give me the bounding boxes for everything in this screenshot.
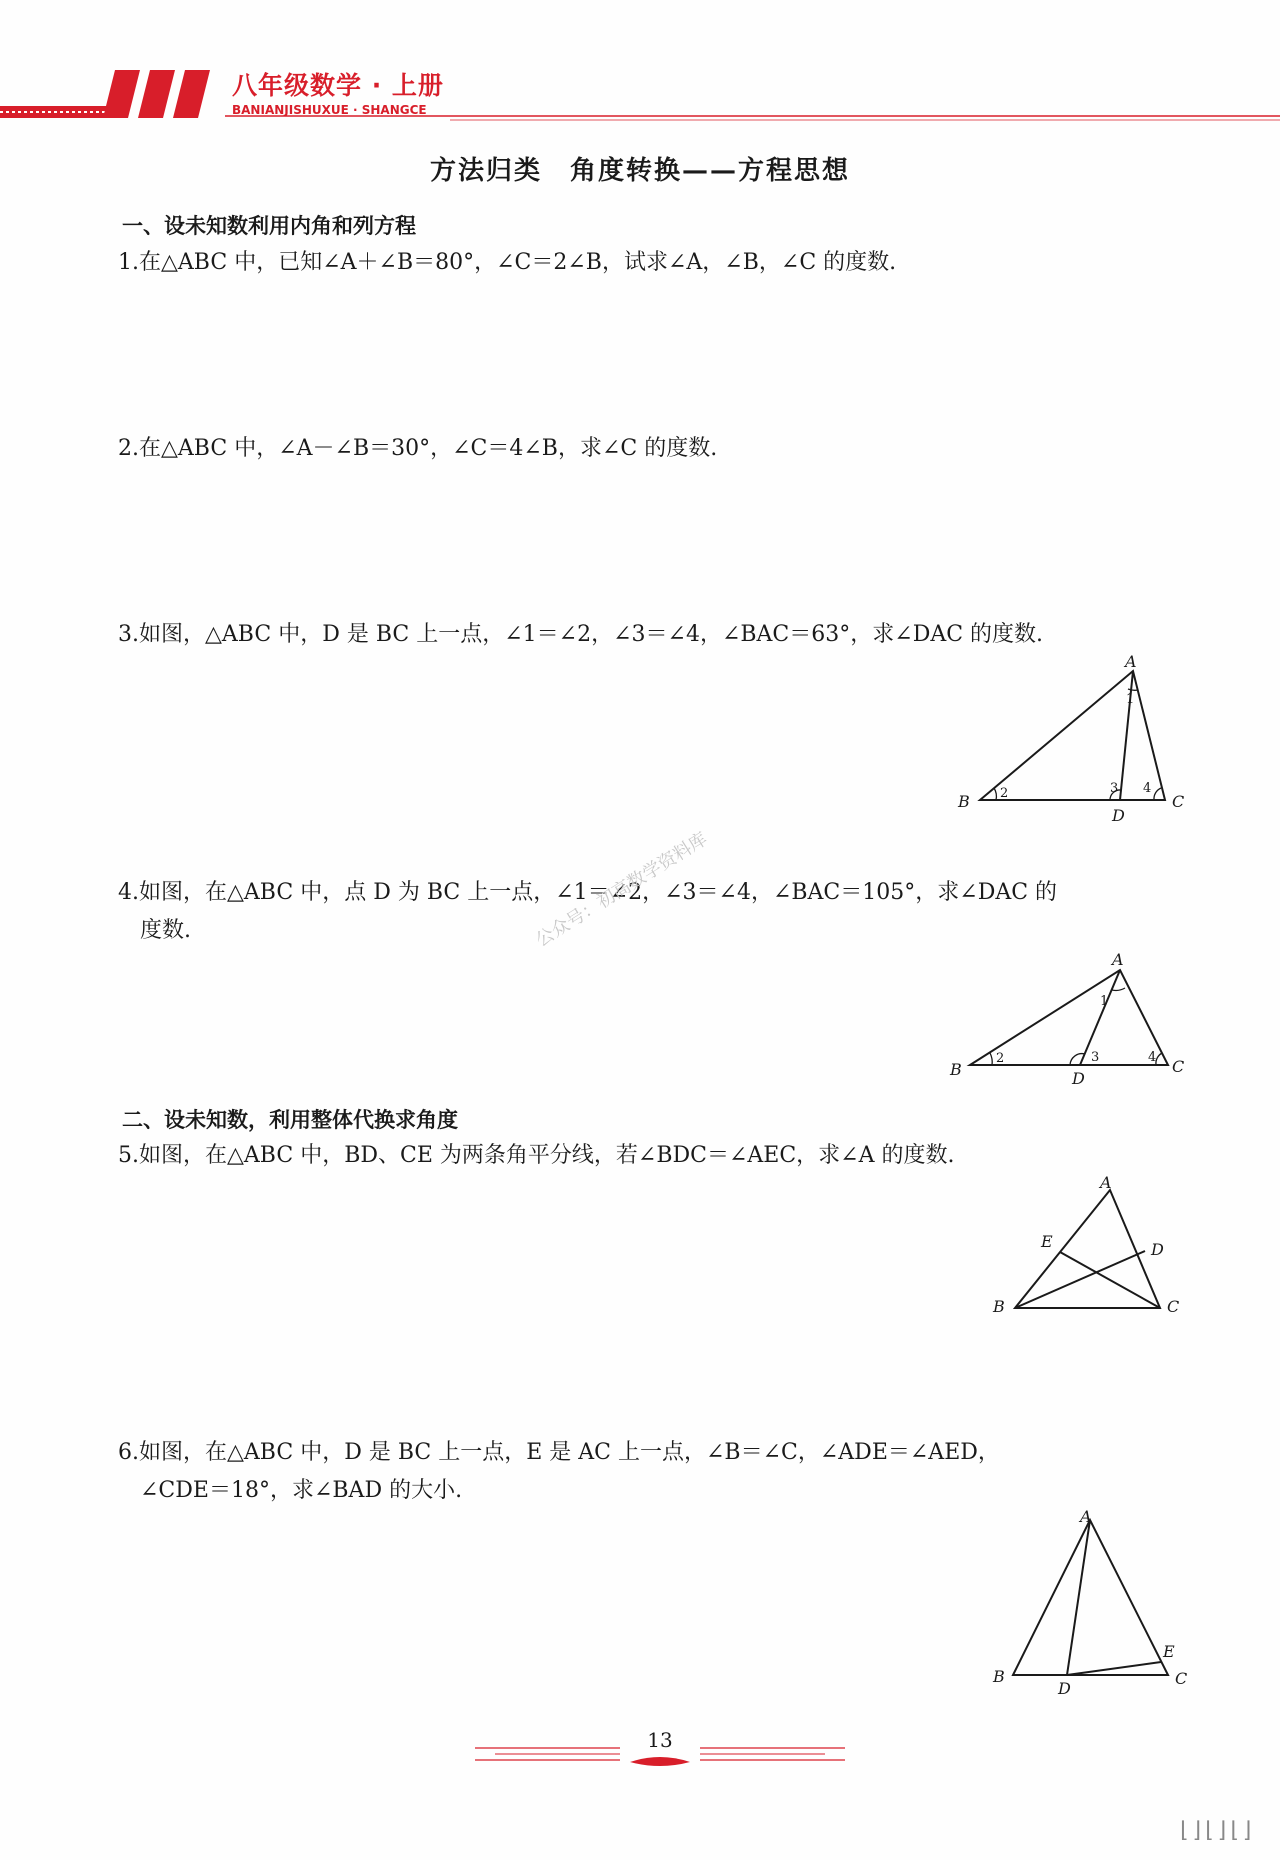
- figure-6: [985, 1505, 1200, 1700]
- bracket-icon: ⌊⌋: [1205, 1818, 1231, 1843]
- problem-6-text-line2: ∠CDE＝18°，求∠BAD 的大小.: [140, 1478, 463, 1503]
- fig3-label-b: B: [958, 792, 970, 811]
- watermark: 公众号：初高数学资料库: [532, 828, 712, 952]
- fig4-arc-1: [1112, 988, 1125, 990]
- fig6-label-b: B: [993, 1667, 1005, 1686]
- fig4-angle-1: 1: [1100, 994, 1109, 1009]
- bracket-icon: ⌊⌋: [1230, 1818, 1256, 1843]
- fig4-label-b: B: [950, 1060, 962, 1079]
- fig5-triangle: [1015, 1190, 1160, 1308]
- fig4-arc-4: [1156, 1053, 1162, 1065]
- fig5-label-d: D: [1151, 1240, 1164, 1259]
- problem-1: [118, 244, 1193, 282]
- fig6-label-a: A: [1080, 1507, 1092, 1526]
- chevron-mark-3: [173, 70, 210, 118]
- fig3-label-d: D: [1112, 806, 1125, 825]
- problem-2: [118, 430, 1193, 468]
- fig4-angle-4: 4: [1148, 1050, 1157, 1065]
- chevron-mark-1: [103, 70, 140, 118]
- fig6-label-c: C: [1175, 1669, 1188, 1688]
- section-heading-2: 二、设未知数，利用整体代换求角度: [122, 1108, 458, 1132]
- corner-marks: [1180, 1818, 1256, 1843]
- fig6-segment-de: [1067, 1662, 1161, 1675]
- fig5-label-e: E: [1041, 1232, 1053, 1251]
- fig4-angle-3: 3: [1091, 1050, 1100, 1065]
- figure-3: [950, 652, 1200, 825]
- fig3-arc-4: [1154, 788, 1161, 800]
- fig4-angle-2: 2: [996, 1051, 1005, 1066]
- fig3-angle-3: 3: [1110, 781, 1119, 796]
- fig3-label-a: A: [1125, 652, 1137, 671]
- problem-3-text: 3.如图，△ABC 中，D 是 BC 上一点，∠1＝∠2，∠3＝∠4，∠BAC＝63°，求∠DAC 的度数.: [118, 622, 1044, 647]
- fig3-label-c: C: [1172, 792, 1185, 811]
- fig6-label-d: D: [1058, 1679, 1071, 1698]
- problem-6: [118, 1434, 1193, 1510]
- header-banner: [0, 60, 1280, 130]
- bracket-icon: ⌊⌋: [1180, 1818, 1206, 1843]
- page-title: 方法归类 角度转换——方程思想: [429, 156, 850, 186]
- figure-4: [950, 950, 1200, 1090]
- problem-4: [118, 874, 1193, 950]
- fig4-label-d: D: [1072, 1069, 1085, 1088]
- problem-5: [118, 1137, 1193, 1175]
- problem-5-text: 5.如图，在△ABC 中，BD、CE 为两条角平分线，若∠BDC＝∠AEC，求∠A 的度数.: [118, 1143, 955, 1168]
- fig5-bisector-ce: [1060, 1252, 1160, 1308]
- page-number: 13: [647, 1728, 673, 1752]
- problem-4-text-line2: 度数.: [140, 918, 191, 943]
- fig5-label-a: A: [1100, 1173, 1112, 1192]
- fig3-angle-4: 4: [1143, 781, 1152, 796]
- header-dash-band: [0, 106, 115, 118]
- problem-1-text: 1.在△ABC 中，已知∠A＋∠B＝80°，∠C＝2∠B，试求∠A，∠B，∠C 的度数.: [118, 250, 897, 275]
- fig4-segment-ad: [1080, 970, 1120, 1065]
- problem-2-text: 2.在△ABC 中，∠A－∠B＝30°，∠C＝4∠B，求∠C 的度数.: [118, 436, 718, 461]
- section-heading-1: 一、设未知数利用内角和列方程: [122, 214, 416, 238]
- problem-3: [118, 616, 1193, 654]
- problem-6-text-line1: 6.如图，在△ABC 中，D 是 BC 上一点，E 是 AC 上一点，∠B＝∠C，∠ADE＝∠AED，: [118, 1440, 1000, 1465]
- fig6-triangle: [1013, 1520, 1168, 1675]
- chevron-mark-2: [138, 70, 175, 118]
- problem-4-text-line1: 4.如图，在△ABC 中，点 D 为 BC 上一点，∠1＝∠2，∠3＝∠4，∠BAC＝105°，求∠DAC 的: [118, 880, 1058, 905]
- fig4-label-c: C: [1172, 1057, 1185, 1076]
- fig4-arc-2: [990, 1053, 992, 1065]
- fig3-arc-2: [994, 788, 996, 800]
- fig6-label-e: E: [1163, 1642, 1175, 1661]
- fig4-label-a: A: [1112, 950, 1124, 969]
- figure-5: [985, 1175, 1200, 1325]
- fig5-bisector-bd: [1015, 1251, 1145, 1308]
- fig3-angle-2: 2: [1000, 786, 1009, 801]
- fig3-angle-1: 1: [1126, 692, 1135, 707]
- fig5-label-b: B: [993, 1297, 1005, 1316]
- series-title-pinyin: BANIANJISHUXUE · SHANGCE: [232, 103, 427, 117]
- fig5-label-c: C: [1167, 1297, 1180, 1316]
- book-icon: [630, 1757, 690, 1766]
- series-title: 八年级数学 · 上册: [232, 71, 444, 100]
